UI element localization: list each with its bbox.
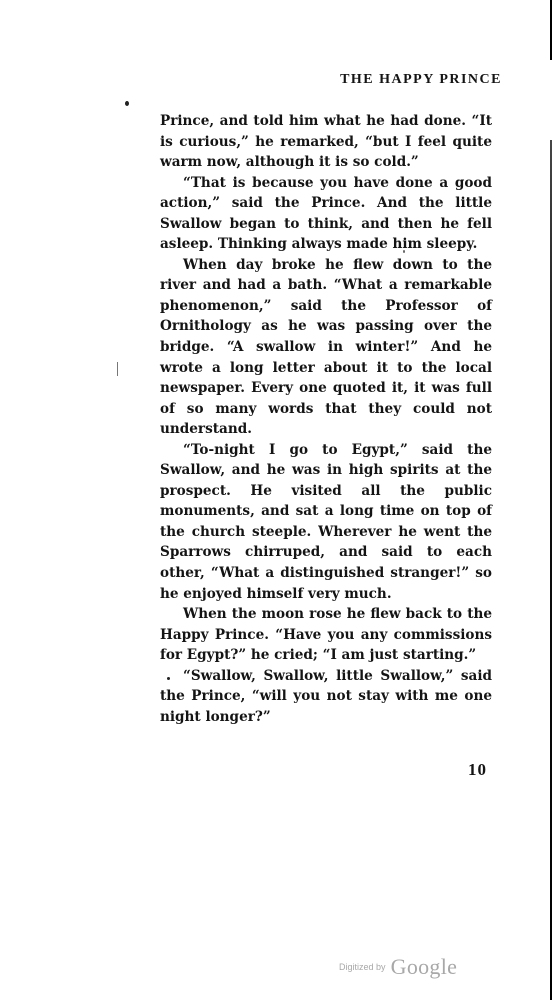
paragraph: “To-night I go to Egypt,” said the Swallow, and he was in high spirits at the prospect. He visited all the public monuments, and sat a long time on top of the church steeple. Wherever he went the Sparrows chirruped, and said to each other, “What a distinguished stranger!” so he enjoyed himself very much. [160,441,492,602]
page-number: 10 [468,760,487,779]
paragraph: When day broke he flew down to the river and had a bath. “What a remarkable phenomenon,” said the Professor of Ornithology as he was passing over the bridge. “A swallow in winter!” And he wrote a long letter about it to the local newspaper. Every one quoted it, it was full of so many words that they could not understand. [160,256,492,438]
page-edge-gap [548,60,554,140]
google-logo: Google [390,954,458,979]
margin-mark [117,362,118,376]
ink-speck [125,101,129,106]
digitization-watermark [339,954,457,980]
paragraph: Prince, and told him what he had done. “It is curious,” he remarked, “but I feel quite warm now, although it is so cold.” [160,113,492,171]
watermark-prefix: Digitized by [339,962,386,972]
page-edge-shadow [550,0,552,1000]
body-text [160,111,492,727]
paragraph: “That is because you have done a good action,” said the Prince. And the little Swallow began to think, and then he fell asleep. Thinking always made him sleepy. [160,174,492,253]
paragraph: “Swallow, Swallow, little Swallow,” said the Prince, “will you not stay with me one night longer?” [160,667,492,725]
paragraph: When the moon rose he flew back to the Happy Prince. “Have you any commissions for Egypt?” he cried; “I am just starting.” [160,606,492,664]
running-head: THE HAPPY PRINCE [340,72,502,87]
